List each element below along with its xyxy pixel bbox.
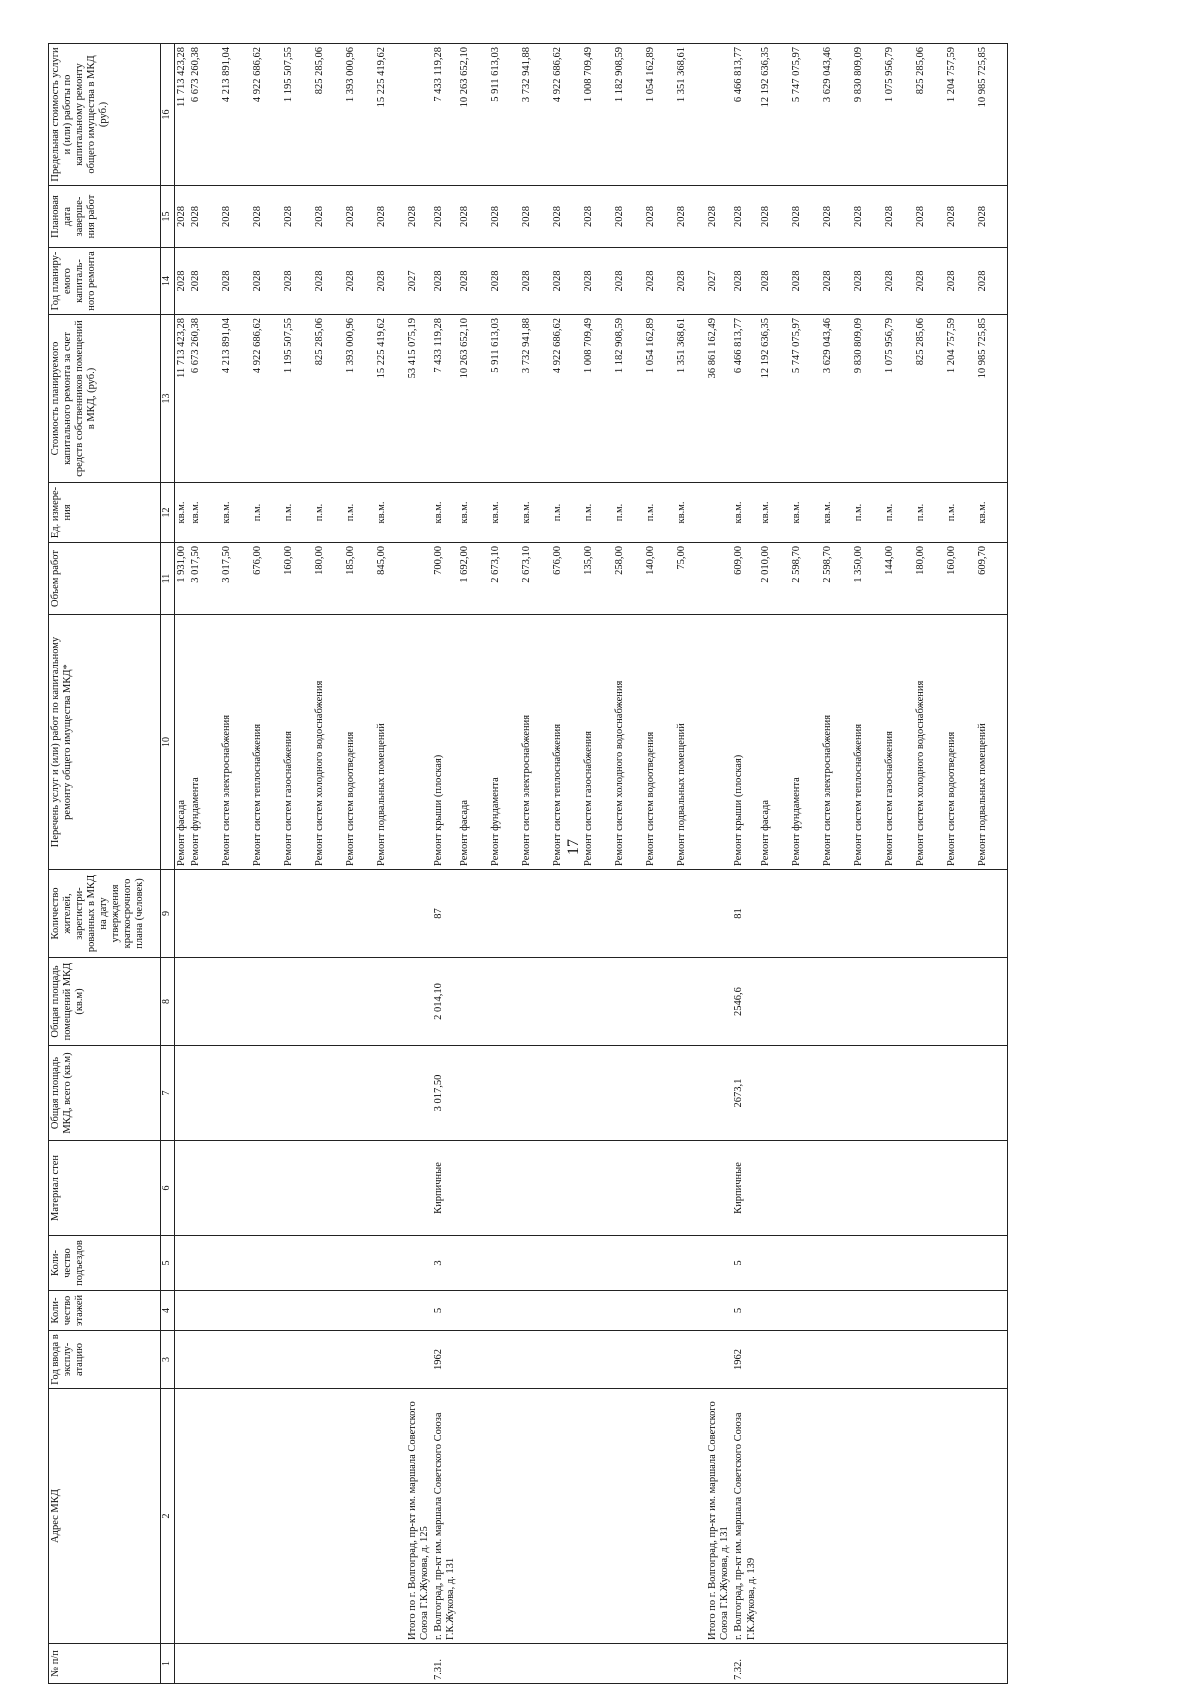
work-name: Ремонт систем газоснабжения [582, 615, 613, 870]
work-volume: 180,00 [914, 543, 945, 615]
work-unit: кв.м. [976, 483, 1008, 543]
table-row [852, 44, 883, 1684]
repair-year: 2028 [821, 248, 852, 315]
repair-year: 2028 [458, 248, 489, 315]
repair-year: 2028 [914, 248, 945, 315]
repair-year: 2028 [489, 248, 520, 315]
limit-cost: 11 713 423,28 [175, 44, 190, 186]
work-cost: 5 747 075,97 [790, 315, 821, 483]
completion-date: 2028 [344, 186, 375, 248]
header-wall-material: Материал стен [49, 1141, 161, 1236]
work-cost: 5 911 613,03 [489, 315, 520, 483]
repair-year: 2028 [675, 248, 706, 315]
table-row [582, 44, 613, 1684]
work-name: Ремонт систем электроснабжения [220, 615, 251, 870]
table-row [821, 44, 852, 1684]
limit-cost: 6 466 813,77 [732, 44, 758, 186]
column-number: 16 [161, 44, 175, 186]
header-address: Адрес МКД [49, 1389, 161, 1644]
work-volume: 258,00 [613, 543, 644, 615]
work-unit: кв.м. [175, 483, 190, 543]
table-row [189, 44, 220, 1684]
repair-year: 2028 [582, 248, 613, 315]
limit-cost: 5 911 613,03 [489, 44, 520, 186]
work-volume: 1 931,00 [175, 543, 190, 615]
repair-year: 2028 [732, 248, 758, 315]
work-unit: п.м. [344, 483, 375, 543]
work-name: Ремонт систем холодного водоснабжения [914, 615, 945, 870]
work-unit: п.м. [883, 483, 914, 543]
table-row [759, 44, 790, 1684]
work-name: Ремонт подвальных помещений [675, 615, 706, 870]
completion-date: 2028 [914, 186, 945, 248]
table-row [375, 44, 406, 1684]
limit-cost: 1 054 162,89 [644, 44, 675, 186]
limit-cost: 1 075 956,79 [883, 44, 914, 186]
completion-date: 2028 [189, 186, 220, 248]
completion-date: 2028 [675, 186, 706, 248]
work-volume: 676,00 [551, 543, 582, 615]
repair-year: 2028 [852, 248, 883, 315]
work-cost: 3 629 043,46 [821, 315, 852, 483]
work-volume: 1 350,00 [852, 543, 883, 615]
repair-year: 2028 [432, 248, 458, 315]
column-number: 9 [161, 870, 175, 958]
column-number: 15 [161, 186, 175, 248]
house-number: 7.32. [732, 1644, 758, 1684]
work-unit: кв.м. [489, 483, 520, 543]
completion-date: 2028 [945, 186, 976, 248]
header-completion-date: Плановая дата заверше-ния работ [49, 186, 161, 248]
limit-cost: 7 433 119,28 [432, 44, 458, 186]
work-volume: 135,00 [582, 543, 613, 615]
work-name: Ремонт крыши (плоская) [732, 615, 758, 870]
table-row [489, 44, 520, 1684]
table-row [313, 44, 344, 1684]
work-cost: 825 285,06 [313, 315, 344, 483]
work-name: Ремонт систем электроснабжения [821, 615, 852, 870]
total-label: Итого по г. Волгоград, пр-кт им. маршала Советского Союза Г.К.Жукова, д. 125 [406, 1389, 432, 1644]
work-name: Ремонт систем холодного водоснабжения [613, 615, 644, 870]
work-unit: п.м. [313, 483, 344, 543]
completion-date: 2028 [175, 186, 190, 248]
work-cost: 1 182 908,59 [613, 315, 644, 483]
work-cost: 1 008 709,49 [582, 315, 613, 483]
total-label: Итого по г. Волгоград, пр-кт им. маршала Советского Союза Г.К.Жукова, д. 131 [706, 1389, 732, 1644]
work-name: Ремонт подвальных помещений [976, 615, 1008, 870]
repair-year: 2028 [189, 248, 220, 315]
work-name: Ремонт систем водоотведения [945, 615, 976, 870]
work-cost: 1 054 162,89 [644, 315, 675, 483]
work-volume: 609,70 [976, 543, 1008, 615]
work-name: Ремонт систем теплоснабжения [852, 615, 883, 870]
work-cost: 1 393 000,96 [344, 315, 375, 483]
work-volume: 3 017,50 [189, 543, 220, 615]
house-year: 1962 [732, 1331, 758, 1389]
work-unit: п.м. [644, 483, 675, 543]
repair-year: 2028 [251, 248, 282, 315]
repair-year: 2028 [282, 248, 313, 315]
work-cost: 11 713 423,28 [175, 315, 190, 483]
house-entrances: 5 [732, 1236, 758, 1291]
work-unit: кв.м. [821, 483, 852, 543]
table-row [976, 44, 1008, 1684]
table-row [790, 44, 821, 1684]
column-number: 1 [161, 1644, 175, 1684]
work-name: Ремонт фасада [759, 615, 790, 870]
work-cost: 10 985 725,85 [976, 315, 1008, 483]
work-volume: 140,00 [644, 543, 675, 615]
house-premises-area: 2 014,10 [432, 958, 458, 1046]
house-total-area: 3 017,50 [432, 1046, 458, 1141]
completion-date: 2028 [313, 186, 344, 248]
completion-date: 2028 [551, 186, 582, 248]
table-row [914, 44, 945, 1684]
work-cost: 6 466 813,77 [732, 315, 758, 483]
column-number: 3 [161, 1331, 175, 1389]
work-name: Ремонт систем электроснабжения [520, 615, 551, 870]
repair-year: 2028 [551, 248, 582, 315]
column-number: 11 [161, 543, 175, 615]
work-name: Ремонт фундамента [489, 615, 520, 870]
house-entrances: 3 [432, 1236, 458, 1291]
repair-year: 2028 [644, 248, 675, 315]
total-cost: 36 861 162,49 [706, 315, 732, 483]
table-row [551, 44, 582, 1684]
table-row [458, 44, 489, 1684]
header-premises-area: Общая площадь помещений МКД (кв.м) [49, 958, 161, 1046]
limit-cost: 4 922 686,62 [251, 44, 282, 186]
limit-cost: 1 204 757,59 [945, 44, 976, 186]
completion-date: 2028 [251, 186, 282, 248]
total-row [706, 44, 732, 1684]
work-volume: 160,00 [945, 543, 976, 615]
limit-cost: 1 351 368,61 [675, 44, 706, 186]
completion-date: 2028 [458, 186, 489, 248]
total-date: 2028 [706, 186, 732, 248]
work-volume: 1 692,00 [458, 543, 489, 615]
header-repair-year: Год планиру-емого капиталь-ного ремонта [49, 248, 161, 315]
work-unit: кв.м. [458, 483, 489, 543]
work-cost: 1 195 507,55 [282, 315, 313, 483]
limit-cost: 9 830 809,09 [852, 44, 883, 186]
work-cost: 6 673 260,38 [189, 315, 220, 483]
repair-year: 2028 [520, 248, 551, 315]
work-unit: кв.м. [759, 483, 790, 543]
work-name: Ремонт систем газоснабжения [282, 615, 313, 870]
header-floors: Коли-чество этажей [49, 1291, 161, 1331]
header-residents: Количество жителей, зарегистри-рованных в МКД на дату утверждения краткосрочного плана (человек) [49, 870, 161, 958]
header-total-area: Общая площадь МКД, всего (кв.м) [49, 1046, 161, 1141]
work-cost: 4 922 686,62 [251, 315, 282, 483]
work-volume: 180,00 [313, 543, 344, 615]
work-volume: 2 673,10 [489, 543, 520, 615]
work-cost: 9 830 809,09 [852, 315, 883, 483]
work-cost: 15 225 419,62 [375, 315, 406, 483]
repair-year: 2028 [375, 248, 406, 315]
house-residents: 87 [432, 870, 458, 958]
work-volume: 2 010,00 [759, 543, 790, 615]
work-unit: п.м. [551, 483, 582, 543]
work-unit: кв.м. [432, 483, 458, 543]
table-row [675, 44, 706, 1684]
rotated-table-page [48, 44, 1196, 1684]
work-volume: 609,00 [732, 543, 758, 615]
work-volume: 185,00 [344, 543, 375, 615]
work-name: Ремонт фасада [175, 615, 190, 870]
limit-cost: 3 732 941,88 [520, 44, 551, 186]
work-unit: п.м. [945, 483, 976, 543]
column-number: 14 [161, 248, 175, 315]
work-name: Ремонт фундамента [790, 615, 821, 870]
house-premises-area: 2546,6 [732, 958, 758, 1046]
work-unit: п.м. [251, 483, 282, 543]
repair-year: 2028 [790, 248, 821, 315]
work-cost: 825 285,06 [914, 315, 945, 483]
header-limit-cost: Предельная стоимость услуги и (или) работы по капитальному ремонту общего имущества в МКД (руб.) [49, 44, 161, 186]
house-total-area: 2673,1 [732, 1046, 758, 1141]
limit-cost: 3 629 043,46 [821, 44, 852, 186]
limit-cost: 1 393 000,96 [344, 44, 375, 186]
repair-year: 2028 [344, 248, 375, 315]
work-name: Ремонт систем водоотведения [644, 615, 675, 870]
column-number: 5 [161, 1236, 175, 1291]
work-unit: кв.м. [790, 483, 821, 543]
work-volume: 2 673,10 [520, 543, 551, 615]
limit-cost: 4 213 891,04 [220, 44, 251, 186]
work-cost: 7 433 119,28 [432, 315, 458, 483]
header-entrances: Коли-чество подъездов [49, 1236, 161, 1291]
work-unit: кв.м. [375, 483, 406, 543]
repair-year: 2028 [313, 248, 344, 315]
house-row [432, 44, 458, 1684]
limit-cost: 10 985 725,85 [976, 44, 1008, 186]
work-volume: 2 598,70 [821, 543, 852, 615]
work-cost: 4 213 891,04 [220, 315, 251, 483]
completion-date: 2028 [375, 186, 406, 248]
table-row [945, 44, 976, 1684]
header-unit: Ед. измере-ния [49, 483, 161, 543]
completion-date: 2028 [790, 186, 821, 248]
total-date: 2028 [406, 186, 432, 248]
header-cost: Стоимость планируемого капитального ремонта за счет средств собственников помещений в МКД, (руб.) [49, 315, 161, 483]
limit-cost: 6 673 260,38 [189, 44, 220, 186]
table-row [175, 44, 190, 1684]
work-unit: кв.м. [189, 483, 220, 543]
limit-cost: 825 285,06 [914, 44, 945, 186]
completion-date: 2028 [489, 186, 520, 248]
table-row [883, 44, 914, 1684]
limit-cost: 4 922 686,62 [551, 44, 582, 186]
work-cost: 1 204 757,59 [945, 315, 976, 483]
work-cost: 1 075 956,79 [883, 315, 914, 483]
work-unit: кв.м. [520, 483, 551, 543]
completion-date: 2028 [432, 186, 458, 248]
table-row [520, 44, 551, 1684]
header-num: № п/п [49, 1644, 161, 1684]
work-unit: кв.м. [732, 483, 758, 543]
total-year: 2027 [706, 248, 732, 315]
column-number: 4 [161, 1291, 175, 1331]
completion-date: 2028 [852, 186, 883, 248]
work-unit: п.м. [852, 483, 883, 543]
completion-date: 2028 [644, 186, 675, 248]
work-cost: 3 732 941,88 [520, 315, 551, 483]
header-commission-year: Год ввода в эксплу-атацию [49, 1331, 161, 1389]
house-address: г. Волгоград, пр-кт им. маршала Советского Союза Г.К.Жукова, д. 131 [432, 1389, 458, 1644]
repair-year: 2028 [945, 248, 976, 315]
total-row [406, 44, 432, 1684]
work-cost: 4 922 686,62 [551, 315, 582, 483]
work-volume: 845,00 [375, 543, 406, 615]
house-address: г. Волгоград, пр-кт им. маршала Советского Союза Г.К.Жукова, д. 139 [732, 1389, 758, 1644]
work-name: Ремонт систем теплоснабжения [551, 615, 582, 870]
header-works-list: Перечень услуг и (или) работ по капитальному ремонту общего имущества МКД* [49, 615, 161, 870]
house-row [732, 44, 758, 1684]
repair-year: 2028 [976, 248, 1008, 315]
completion-date: 2028 [613, 186, 644, 248]
work-unit: п.м. [282, 483, 313, 543]
house-residents: 81 [732, 870, 758, 958]
repair-year: 2028 [883, 248, 914, 315]
completion-date: 2028 [821, 186, 852, 248]
column-number-row [161, 44, 175, 1684]
work-volume: 2 598,70 [790, 543, 821, 615]
table-row [220, 44, 251, 1684]
capital-repair-plan-table [48, 43, 1008, 1684]
column-number: 10 [161, 615, 175, 870]
completion-date: 2028 [220, 186, 251, 248]
work-name: Ремонт фасада [458, 615, 489, 870]
page-number: 17 [565, 839, 582, 855]
total-cost: 53 415 075,19 [406, 315, 432, 483]
total-year: 2027 [406, 248, 432, 315]
limit-cost: 825 285,06 [313, 44, 344, 186]
work-unit: п.м. [582, 483, 613, 543]
work-volume: 676,00 [251, 543, 282, 615]
house-walls: Кирпичные [732, 1141, 758, 1236]
completion-date: 2028 [732, 186, 758, 248]
limit-cost: 15 225 419,62 [375, 44, 406, 186]
work-volume: 700,00 [432, 543, 458, 615]
completion-date: 2028 [883, 186, 914, 248]
house-floors: 5 [432, 1291, 458, 1331]
header-row [49, 44, 161, 1684]
work-volume: 144,00 [883, 543, 914, 615]
work-name: Ремонт систем теплоснабжения [251, 615, 282, 870]
work-cost: 12 192 636,35 [759, 315, 790, 483]
repair-year: 2028 [175, 248, 190, 315]
work-name: Ремонт систем газоснабжения [883, 615, 914, 870]
limit-cost: 5 747 075,97 [790, 44, 821, 186]
column-number: 7 [161, 1046, 175, 1141]
repair-year: 2028 [613, 248, 644, 315]
work-name: Ремонт систем водоотведения [344, 615, 375, 870]
table-row [251, 44, 282, 1684]
limit-cost: 1 008 709,49 [582, 44, 613, 186]
house-walls: Кирпичные [432, 1141, 458, 1236]
completion-date: 2028 [520, 186, 551, 248]
column-number: 13 [161, 315, 175, 483]
repair-year: 2028 [759, 248, 790, 315]
work-unit: кв.м. [675, 483, 706, 543]
table-row [282, 44, 313, 1684]
completion-date: 2028 [282, 186, 313, 248]
repair-year: 2028 [220, 248, 251, 315]
completion-date: 2028 [582, 186, 613, 248]
work-volume: 3 017,50 [220, 543, 251, 615]
column-number: 6 [161, 1141, 175, 1236]
work-cost: 1 351 368,61 [675, 315, 706, 483]
table-row [644, 44, 675, 1684]
work-volume: 160,00 [282, 543, 313, 615]
limit-cost: 1 195 507,55 [282, 44, 313, 186]
column-number: 12 [161, 483, 175, 543]
work-name: Ремонт фундамента [189, 615, 220, 870]
column-number: 2 [161, 1389, 175, 1644]
work-unit: п.м. [613, 483, 644, 543]
work-unit: п.м. [914, 483, 945, 543]
house-number: 7.31. [432, 1644, 458, 1684]
table-row [344, 44, 375, 1684]
table-row [613, 44, 644, 1684]
column-number: 8 [161, 958, 175, 1046]
completion-date: 2028 [759, 186, 790, 248]
limit-cost: 1 182 908,59 [613, 44, 644, 186]
work-volume: 75,00 [675, 543, 706, 615]
limit-cost: 10 263 652,10 [458, 44, 489, 186]
work-name: Ремонт систем холодного водоснабжения [313, 615, 344, 870]
work-cost: 10 263 652,10 [458, 315, 489, 483]
work-name: Ремонт крыши (плоская) [432, 615, 458, 870]
house-year: 1962 [432, 1331, 458, 1389]
work-name: Ремонт подвальных помещений [375, 615, 406, 870]
header-volume: Объем работ [49, 543, 161, 615]
house-floors: 5 [732, 1291, 758, 1331]
limit-cost: 12 192 636,35 [759, 44, 790, 186]
completion-date: 2028 [976, 186, 1008, 248]
work-unit: кв.м. [220, 483, 251, 543]
